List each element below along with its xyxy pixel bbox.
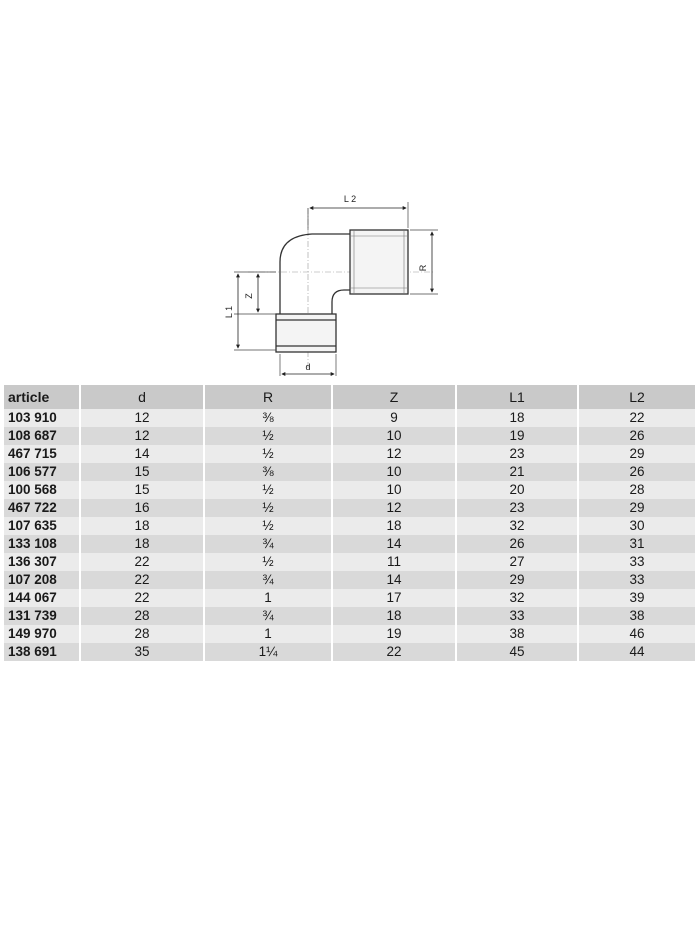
cell-z: 10 [332,463,456,481]
cell-r: ⅜ [204,409,332,427]
cell-z: 12 [332,499,456,517]
cell-l2: 29 [578,445,695,463]
cell-z: 14 [332,571,456,589]
cell-article: 103 910 [4,409,80,427]
header-l2: L2 [578,385,695,409]
cell-l2: 26 [578,427,695,445]
cell-d: 18 [80,535,204,553]
cell-l2: 28 [578,481,695,499]
cell-l1: 38 [456,625,578,643]
cell-z: 18 [332,607,456,625]
cell-d: 18 [80,517,204,535]
elbow-fitting-diagram [220,188,460,384]
cell-l2: 39 [578,589,695,607]
cell-l1: 23 [456,499,578,517]
cell-z: 10 [332,481,456,499]
dimensions-table [4,385,695,661]
table-row [4,571,695,589]
cell-r: ½ [204,445,332,463]
cell-l1: 19 [456,427,578,445]
cell-article: 108 687 [4,427,80,445]
table-row [4,625,695,643]
cell-l2: 30 [578,517,695,535]
cell-d: 28 [80,607,204,625]
table-header-row [4,385,695,409]
cell-d: 22 [80,571,204,589]
cell-d: 22 [80,589,204,607]
cell-r: ¾ [204,535,332,553]
cell-r: 1¼ [204,643,332,661]
table-row [4,517,695,535]
header-d: d [80,385,204,409]
table-row [4,553,695,571]
cell-z: 9 [332,409,456,427]
cell-article: 467 715 [4,445,80,463]
cell-r: ½ [204,499,332,517]
table-row [4,427,695,445]
table-row [4,589,695,607]
fitting-outline [276,230,408,352]
elbow-fitting-drawing [220,188,460,384]
cell-r: ½ [204,481,332,499]
cell-r: ½ [204,427,332,445]
cell-d: 14 [80,445,204,463]
table-row [4,445,695,463]
table-row [4,409,695,427]
cell-d: 12 [80,409,204,427]
cell-l2: 29 [578,499,695,517]
cell-d: 35 [80,643,204,661]
cell-l2: 44 [578,643,695,661]
cell-r: 1 [204,625,332,643]
cell-z: 22 [332,643,456,661]
cell-l2: 22 [578,409,695,427]
table-row [4,607,695,625]
header-r: R [204,385,332,409]
dimension-label-d: d [305,362,311,372]
cell-z: 10 [332,427,456,445]
cell-article: 138 691 [4,643,80,661]
cell-z: 17 [332,589,456,607]
cell-l1: 21 [456,463,578,481]
cell-r: ⅜ [204,463,332,481]
cell-d: 15 [80,481,204,499]
cell-l2: 38 [578,607,695,625]
cell-l1: 29 [456,571,578,589]
table-row [4,481,695,499]
table-row [4,499,695,517]
cell-l1: 20 [456,481,578,499]
cell-article: 100 568 [4,481,80,499]
cell-l1: 27 [456,553,578,571]
cell-l1: 32 [456,517,578,535]
cell-l2: 33 [578,553,695,571]
table-row [4,535,695,553]
cell-d: 16 [80,499,204,517]
dimension-label-r: R [418,264,428,272]
cell-z: 11 [332,553,456,571]
dimension-label-z: Z [244,293,254,299]
cell-r: ½ [204,517,332,535]
cell-l1: 33 [456,607,578,625]
cell-l1: 26 [456,535,578,553]
table-row [4,463,695,481]
header-z: Z [332,385,456,409]
cell-r: ¾ [204,607,332,625]
cell-r: 1 [204,589,332,607]
cell-l1: 23 [456,445,578,463]
table-row [4,643,695,661]
header-article: article [4,385,80,409]
cell-l2: 31 [578,535,695,553]
cell-article: 107 635 [4,517,80,535]
header-l1: L1 [456,385,578,409]
cell-z: 14 [332,535,456,553]
cell-z: 18 [332,517,456,535]
cell-l2: 26 [578,463,695,481]
cell-article: 467 722 [4,499,80,517]
cell-d: 22 [80,553,204,571]
cell-d: 12 [80,427,204,445]
cell-r: ¾ [204,571,332,589]
cell-article: 144 067 [4,589,80,607]
cell-l1: 32 [456,589,578,607]
cell-z: 19 [332,625,456,643]
cell-l2: 33 [578,571,695,589]
cell-l1: 45 [456,643,578,661]
dimension-label-l1: L 1 [224,305,234,319]
cell-article: 133 108 [4,535,80,553]
cell-article: 131 739 [4,607,80,625]
cell-article: 106 577 [4,463,80,481]
table-body [4,409,695,661]
dimension-label-l2: L 2 [343,194,357,204]
cell-r: ½ [204,553,332,571]
cell-article: 149 970 [4,625,80,643]
cell-d: 15 [80,463,204,481]
cell-z: 12 [332,445,456,463]
cell-l2: 46 [578,625,695,643]
cell-article: 107 208 [4,571,80,589]
cell-l1: 18 [456,409,578,427]
cell-article: 136 307 [4,553,80,571]
cell-d: 28 [80,625,204,643]
